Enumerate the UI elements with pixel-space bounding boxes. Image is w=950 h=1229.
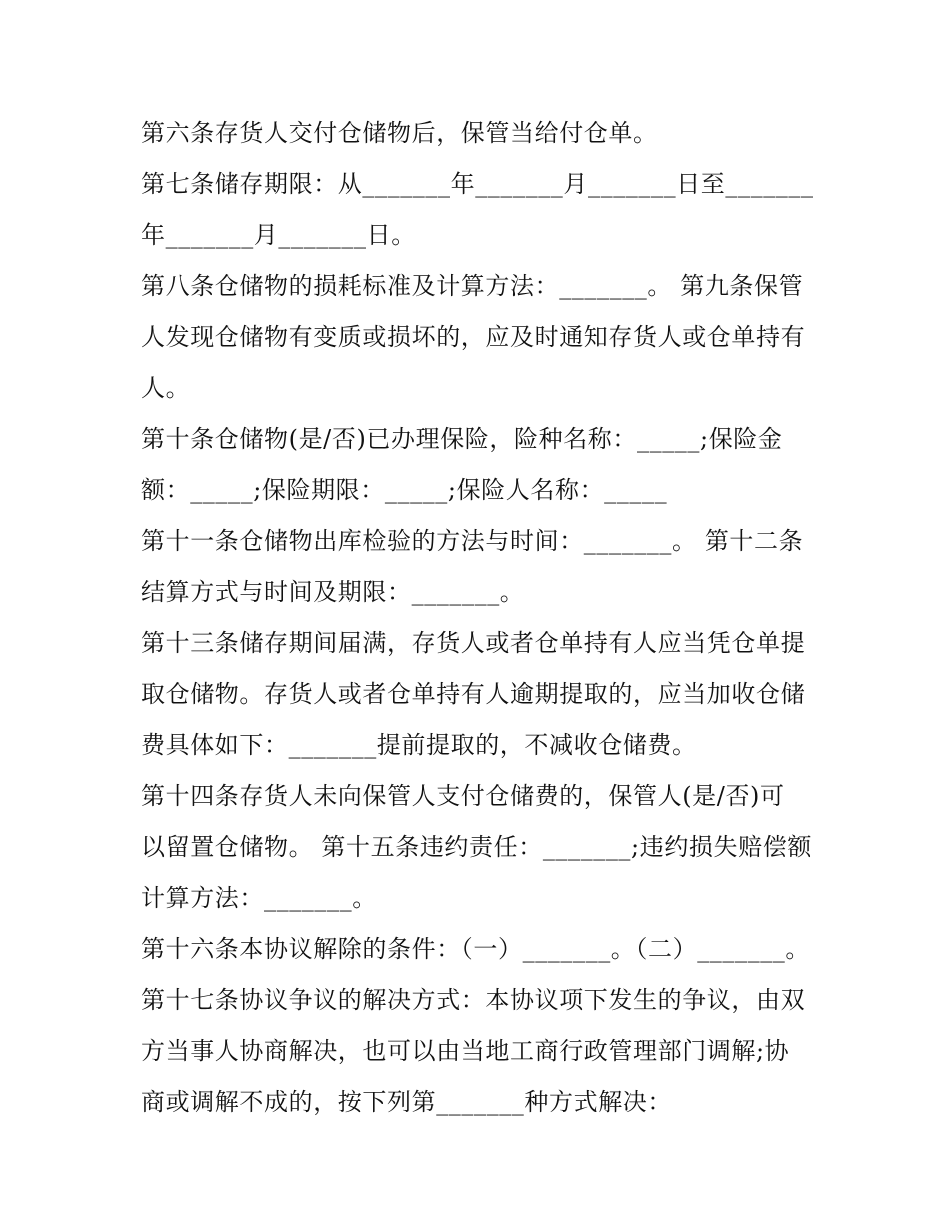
text-line: 计算方法：_______。 [141, 884, 377, 912]
text-line: 第八条仓储物的损耗标准及计算方法：_______。 第九条保管 [141, 272, 804, 300]
text-line: 取仓储物。存货人或者仓单持有人逾期提取的，应当加收仓储 [141, 680, 806, 708]
text-line: 人发现仓储物有变质或损坏的，应及时通知存货人或仓单持有 [141, 323, 806, 351]
text-line: 第十三条储存期间届满，存货人或者仓单持有人应当凭仓单提 [141, 629, 806, 657]
text-line: 第十七条协议争议的解决方式：本协议项下发生的争议，由双 [141, 986, 806, 1014]
text-line: 第七条储存期限：从_______年_______月_______日至_______ [141, 170, 814, 198]
text-line: 第六条存货人交付仓储物后，保管当给付仓单。 [141, 119, 658, 147]
text-line: 额：_____;保险期限：_____;保险人名称：_____ [141, 476, 668, 504]
text-line: 方当事人协商解决，也可以由当地工商行政管理部门调解;协 [141, 1037, 790, 1065]
text-line: 费具体如下：_______提前提取的，不减收仓储费。 [141, 731, 697, 759]
text-line: 年_______月_______日。 [141, 221, 416, 249]
text-line: 第十四条存货人未向保管人支付仓储费的，保管人(是/否)可 [141, 782, 785, 810]
document-body [141, 108, 821, 1128]
text-line: 第十六条本协议解除的条件：（一）_______。（二）_______。 [141, 935, 810, 963]
text-line: 商或调解不成的，按下列第_______种方式解决： [141, 1088, 672, 1116]
text-line: 第十条仓储物(是/否)已办理保险，险种名称：_____;保险金 [141, 425, 783, 453]
text-line: 第十一条仓储物出库检验的方法与时间：_______。 第十二条 [141, 527, 804, 555]
text-line: 人。 [141, 374, 191, 402]
text-line: 结算方式与时间及期限：_______。 [141, 578, 525, 606]
text-line: 以留置仓储物。 第十五条违约责任：_______;违约损失赔偿额 [141, 833, 812, 861]
